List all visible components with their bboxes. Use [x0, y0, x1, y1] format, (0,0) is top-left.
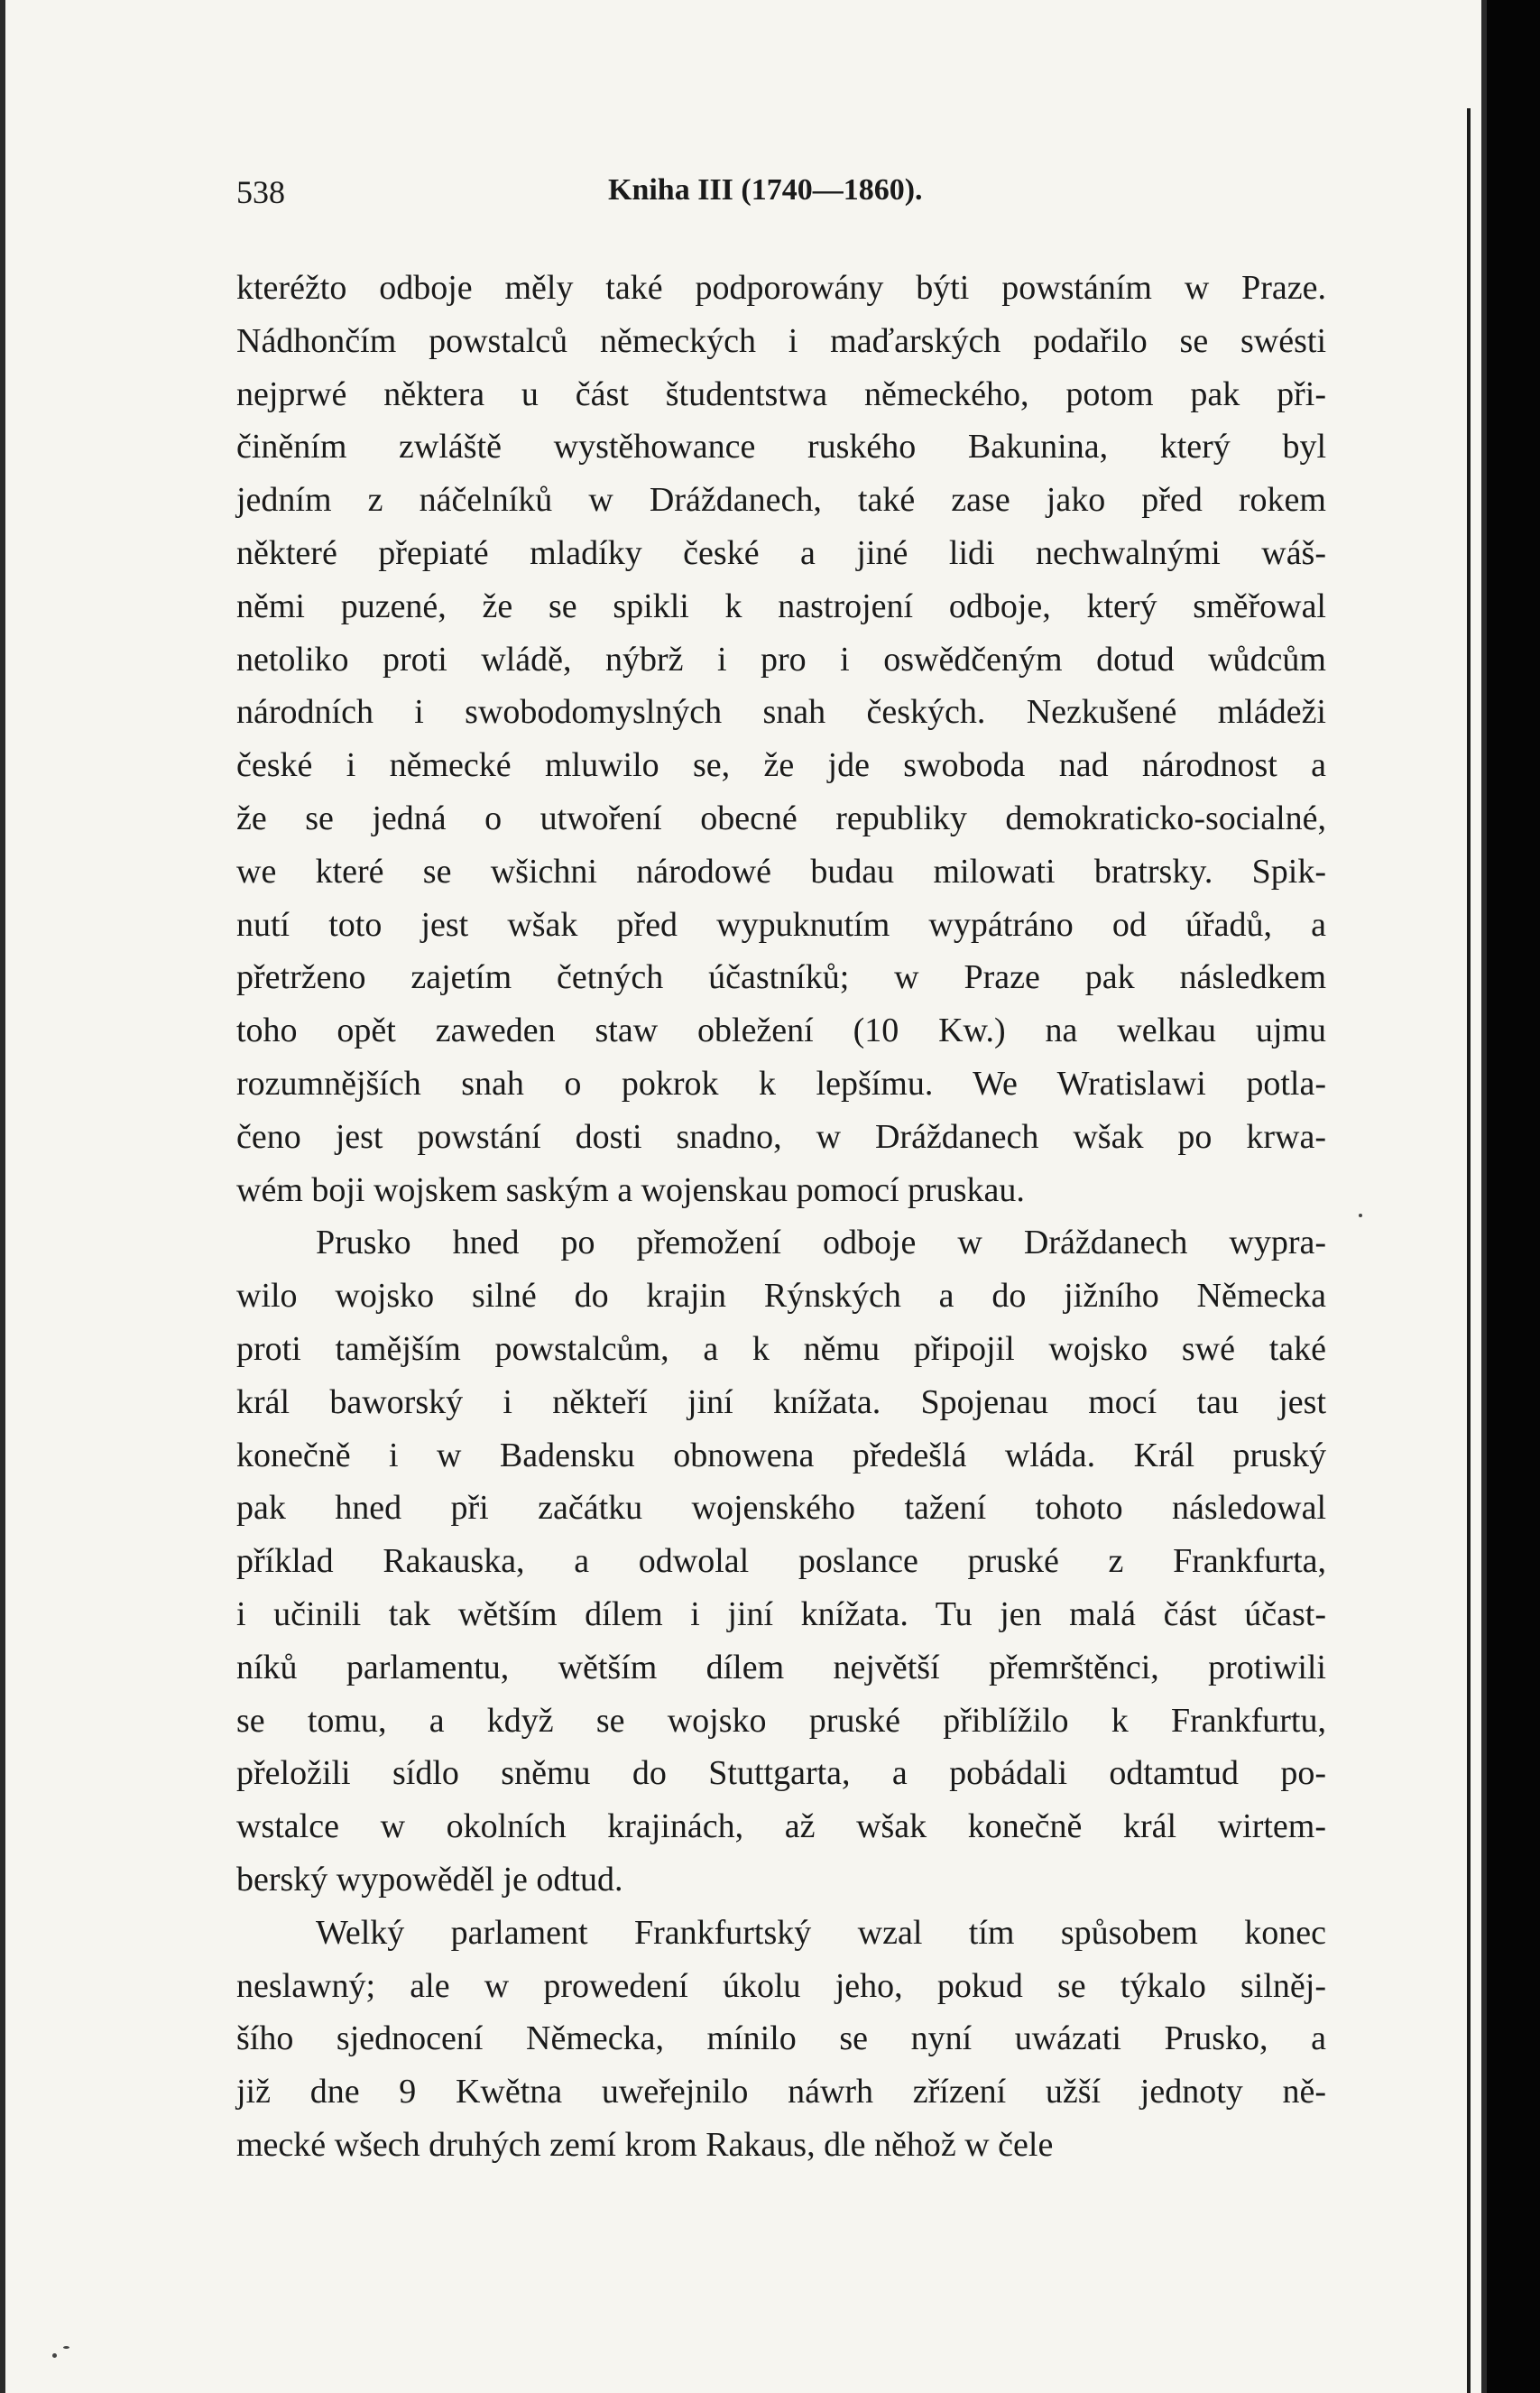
text-line: Welký parlament Frankfurtský wzal tím spůsobem konec	[316, 1913, 1326, 1952]
text-line: neslawný; ale w prowedení úkolu jeho, pokud se týkalo silněj-	[236, 1966, 1326, 2005]
scan-speck	[1359, 1214, 1362, 1217]
text-line: mecké wšech druhých zemí krom Rakaus, dle něhož w čele	[236, 2125, 1054, 2164]
text-line: jedním z náčelníků w Dráždanech, také zase jako před rokem	[236, 481, 1326, 520]
text-line: české i německé mluwilo se, že jde swoboda nad národnost a	[236, 746, 1326, 785]
page-number: 538	[236, 174, 285, 210]
body-text	[236, 262, 1326, 2172]
text-line: se tomu, a když se wojsko pruské přiblížilo k Frankfurtu,	[236, 1701, 1326, 1740]
text-line: kteréžto odboje měly také podporowány býti powstáním w Praze.	[236, 269, 1326, 307]
text-line: němi puzené, že se spikli k nastrojení odboje, který směřowal	[236, 587, 1326, 625]
text-line: berský wypowěděl je odtud.	[236, 1860, 623, 1899]
text-line: přeložili sídlo sněmu do Stuttgarta, a pobádali odtamtud po-	[236, 1754, 1326, 1793]
paragraph	[236, 262, 1326, 1216]
scan-speck	[52, 2353, 57, 2358]
text-line: wilo wojsko silné do krajin Rýnských a do jižního Německa	[236, 1277, 1326, 1316]
text-line: we které se wšichni národowé budau milowati bratrsky. Spik-	[236, 852, 1326, 891]
text-line: čeno jest powstání dosti snadno, w Dráždanech wšak po krwa-	[236, 1117, 1326, 1156]
text-line: přetrženo zajetím četných účastníků; w Praze pak následkem	[236, 958, 1326, 997]
text-line: wstalce w okolních krajinách, až wšak konečně král wirtem-	[236, 1807, 1326, 1846]
text-line: nejprwé některa u část študentstwa německého, potom pak při-	[236, 374, 1326, 413]
text-line: příklad Rakauska, a odwolal poslance pruské z Frankfurta,	[236, 1542, 1326, 1581]
page-edge-shadow	[1467, 108, 1471, 2393]
text-line: rozumnějších snah o pokrok k lepšímu. We Wratislawi potla-	[236, 1064, 1326, 1103]
text-line: wém boji wojskem saským a wojenskau pomocí pruskau.	[236, 1170, 1025, 1209]
text-line: některé přepiaté mladíky české a jiné lidi nechwalnými wáš-	[236, 533, 1326, 572]
paragraph	[236, 1907, 1326, 2172]
text-line: Nádhončím powstalců německých i maďarských podařilo se swésti	[236, 321, 1326, 360]
text-line: národních i swobodomyslných snah českých. Nezkušené mládeži	[236, 693, 1326, 732]
scan-background	[1487, 0, 1540, 2393]
text-line: činěním zwláště wystěhowance ruského Bakunina, který byl	[236, 428, 1326, 467]
text-line: netoliko proti wládě, nýbrž i pro i oswědčeným dotud wůdcům	[236, 640, 1326, 679]
paragraph	[236, 1216, 1326, 1906]
text-line: níků parlamentu, wětším dílem největší přemrštěnci, protiwili	[236, 1648, 1326, 1686]
text-line: již dne 9 Kwětna uweřejnilo náwrh zřízení užší jednoty ně-	[236, 2073, 1326, 2111]
text-line: proti tamějším powstalcům, a k němu připojil wojsko swé také	[236, 1329, 1326, 1368]
text-line: král baworský i někteří jiní knížata. Spojenau mocí tau jest	[236, 1382, 1326, 1421]
text-line: nutí toto jest wšak před wypuknutím wypátráno od úřadů, a	[236, 905, 1326, 944]
scan-speck	[63, 2346, 69, 2349]
text-line: Prusko hned po přemožení odboje w Dráždanech wypra-	[316, 1224, 1326, 1262]
text-line: pak hned při začátku wojenského tažení tohoto následowal	[236, 1489, 1326, 1528]
text-line: že se jedná o utwoření obecné republiky demokraticko-socialné,	[236, 799, 1326, 837]
text-line: i učinili tak wětším dílem i jiní knížata. Tu jen malá část účast-	[236, 1594, 1326, 1633]
text-line: šího sjednocení Německa, mínilo se nyní uwázati Prusko, a	[236, 2019, 1326, 2058]
text-line: toho opět zaweden staw obležení (10 Kw.) na welkau ujmu	[236, 1012, 1326, 1050]
running-head: Kniha III (1740—1860).	[608, 173, 923, 207]
text-line: konečně i w Badensku obnowena předešlá wláda. Král pruský	[236, 1436, 1326, 1474]
